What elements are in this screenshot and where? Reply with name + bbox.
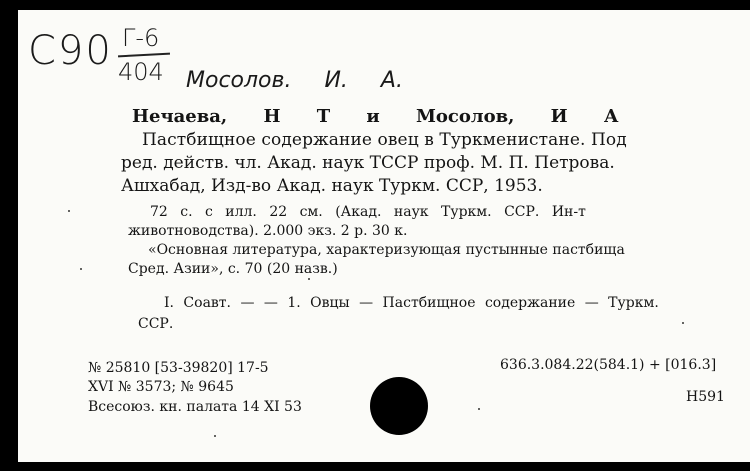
tracings-line-2: ССР. xyxy=(138,316,174,332)
title-line-1: Пастбищное содержание овец в Туркменистане. Под xyxy=(142,130,627,150)
book-chamber-stamp: Всесоюз. кн. палата 14 XI 53 xyxy=(88,399,302,415)
scan-speck xyxy=(308,278,310,280)
punch-hole xyxy=(370,377,428,435)
series-number: XVI № 3573; № 9645 xyxy=(88,379,234,395)
tracings-line-1: I. Соавт. — — 1. Овцы — Пастбищное содержание — Туркм. xyxy=(164,295,659,311)
scan-speck xyxy=(478,408,480,410)
title-line-3: Ашхабад, Изд-во Акад. наук Туркм. ССР, 1953. xyxy=(121,176,543,196)
notes-line-2: Сред. Азии», с. 70 (20 назв.) xyxy=(128,261,338,277)
heading-authors: Нечаева, Н Т и Мосолов, И А xyxy=(132,106,619,127)
collation-line-1: 72 с. с илл. 22 см. (Акад. наук Туркм. ССР. Ин-т xyxy=(150,204,586,220)
scan-speck xyxy=(68,210,70,212)
scan-speck xyxy=(682,322,684,324)
title-line-2: ред. действ. чл. Акад. наук ТССР проф. М. П. Петрова. xyxy=(121,153,615,173)
catalog-card xyxy=(18,10,750,462)
handwritten-fraction-bottom: 404 xyxy=(118,58,164,86)
handwritten-author-note: Мосолов. И. А. xyxy=(186,68,403,93)
handwritten-fraction-line xyxy=(118,53,170,58)
cutter-number: Н591 xyxy=(686,389,725,405)
collation-line-2: животноводства). 2.000 экз. 2 р. 30 к. xyxy=(128,223,408,239)
udc-code: 636.3.084.22(584.1) + [016.3] xyxy=(500,357,717,373)
handwritten-shelf-mark: С90 xyxy=(28,28,113,74)
handwritten-fraction-top: Г-6 xyxy=(122,24,160,52)
scan-speck xyxy=(80,268,82,270)
record-number: № 25810 [53-39820] 17-5 xyxy=(88,360,269,376)
scan-speck xyxy=(214,435,216,437)
notes-line-1: «Основная литература, характеризующая пустынные пастбища xyxy=(148,242,625,258)
